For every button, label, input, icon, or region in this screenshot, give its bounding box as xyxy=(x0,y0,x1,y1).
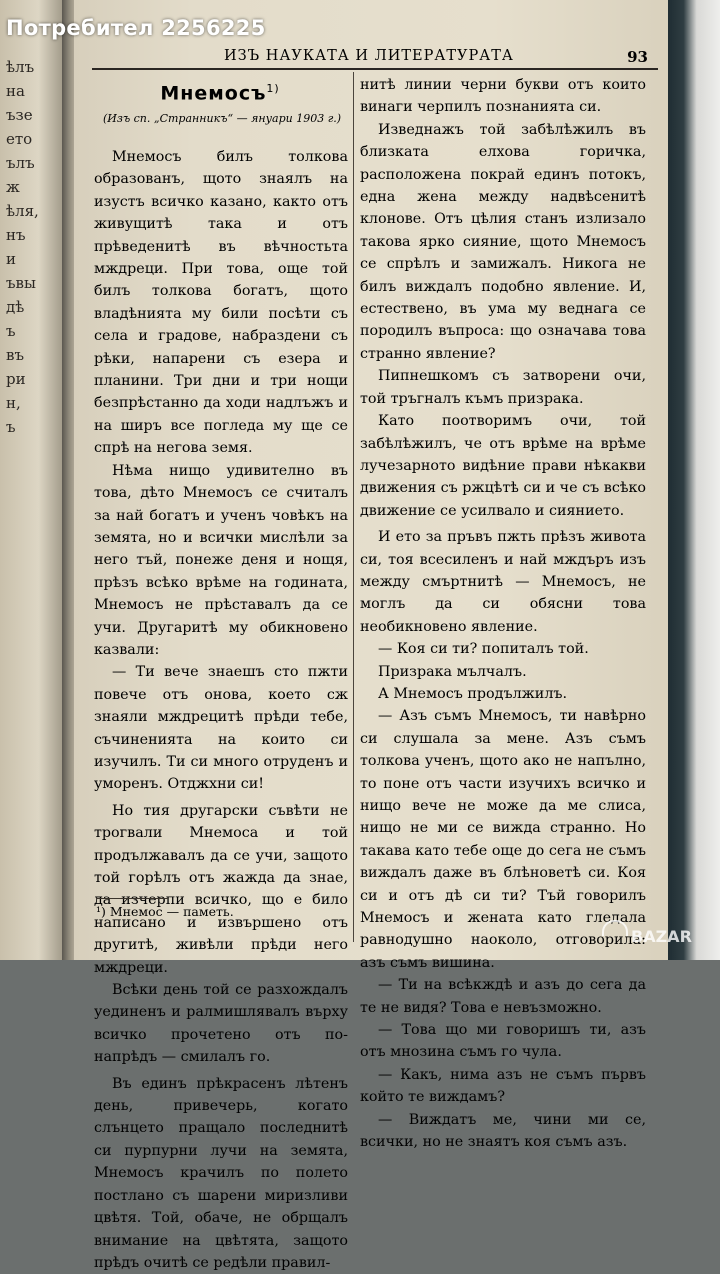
article-source: (Изъ сп. „Странникъ“ — януари 1903 г.) xyxy=(102,112,342,125)
column-divider xyxy=(353,72,354,942)
left-page-fragment: ъ xyxy=(6,418,16,436)
paragraph: — Коя си ти? попиталъ той. xyxy=(378,641,589,658)
left-page-fragment: ъ xyxy=(6,322,16,340)
paragraph: Пипнешкомъ съ затворени очи, той тръгналъ къмъ призрака. xyxy=(360,368,646,407)
bazar-logo-icon xyxy=(602,920,628,936)
paragraph: нитѣ линии черни букви отъ които винаги черпилъ познанията си. xyxy=(360,77,646,116)
bazar-logo xyxy=(602,920,692,946)
footnote: ¹) Мнемос — паметь. xyxy=(96,904,234,919)
paragraph: И ето за пръвъ пжть прѣзъ живота си, тоя всесиленъ и най мждъръ изъ между смъртнитѣ — Мнемосъ, не моглъ да си обясни това необикновено явление. xyxy=(360,529,646,635)
left-page-fragment: ѣлъ xyxy=(6,58,35,76)
paragraph: Мнемосъ билъ толкова образованъ, щото знаялъ на изустъ всичко казано, както отъ живущитѣ така и отъ прѣведенитѣ въ вѣчностьта мждреци. При това, още той билъ толкова богатъ, щото владѣнията му били посѣти съ села и градове, набраздени съ рѣки, напарени съ езера и планини. Три дни и три нощи безпрѣстанно да ходи надлъжъ и на ширъ все погледа му ще се спрѣ на негова земя. xyxy=(94,149,348,457)
right-column xyxy=(360,74,646,1154)
paragraph: — Какъ, нима азъ не съмъ първъ който те виждамъ? xyxy=(360,1066,646,1106)
left-page-edge xyxy=(0,0,64,960)
left-page-fragment: нъ xyxy=(6,226,26,244)
running-title: ИЗЪ НАУКАТА И ЛИТЕРАТУРАТА xyxy=(224,48,514,64)
left-page-fragment: ѣля, xyxy=(6,202,39,220)
left-page-fragment: въ xyxy=(6,346,24,364)
left-page-fragment: ъвы xyxy=(6,274,36,292)
paragraph: Изведнажъ той забѣлѣжилъ въ близката елхова горичка, расположена покрай единъ потокъ, една жена между надвѣсенитѣ клонове. Отъ цѣлия станъ излизало такова ярко сияние, щото Мнемосъ се спрѣлъ и замижалъ. Никога не билъ виждалъ подобно явление. И, естествено, въ ума му веднага се породилъ въпроса: що означава това странно явление? xyxy=(360,121,646,362)
header-rule xyxy=(92,68,658,70)
left-page-fragment: ри xyxy=(6,370,26,388)
paragraph: Призрака мълчалъ. xyxy=(378,663,527,680)
left-page-fragment: ето xyxy=(6,130,33,148)
paragraph: — Виждатъ ме, чини ми се, всички, но не знаятъ коя съмъ азъ. xyxy=(360,1111,646,1151)
left-page-fragment: н, xyxy=(6,394,21,412)
left-column xyxy=(94,146,348,1274)
paragraph: Но тия другарски съвѣти не трогвали Мнемоса и той продължавалъ да се учи, защото той горѣлъ отъ жажда да знае, да изчерпи всичко, що е било написано и извършено отъ другитѣ, живѣли прѣди него мждреци. xyxy=(94,802,348,976)
running-header xyxy=(92,48,652,68)
paragraph: А Мнемосъ продължилъ. xyxy=(378,685,568,702)
title-footnote-mark: 1) xyxy=(266,82,280,95)
paragraph: — Това що ми говоришъ ти, азъ отъ мнозина съмъ го чула. xyxy=(360,1022,646,1061)
footnote-rule xyxy=(96,898,168,899)
article-title-text: Мнемосъ xyxy=(160,82,267,105)
left-page-fragment: ж xyxy=(6,178,20,196)
left-page-fragment: ъзе xyxy=(6,106,33,124)
paragraph: — Азъ съмъ Мнемосъ, ти навѣрно си слушала за мене. Азъ съмъ толкова ученъ, щото ако не напълно, то поне отъ части изучихъ всичко и нищо вече не може да ме слиса, нищо не ми се вижда странно. Но такава като тебе още до сега не съмъ виждалъ даже въ блѣноветѣ си. Коя си и отъ дѣ си ти? Тъй говорилъ Мнемосъ и жената като гледала равнодушно наоколо, отговорила: азъ съмъ вишина. xyxy=(360,708,646,971)
paragraph: Като поотворимъ очи, той забѣлѣжилъ, че отъ врѣме на врѣме лучезарното видѣние прави нѣкакви движения съ ржцѣтѣ си и че съ всѣко движение се усилвало и сиянието. xyxy=(360,413,646,519)
left-page-fragment: на xyxy=(6,82,25,100)
left-page-fragment: дѣ xyxy=(6,298,25,316)
left-page-fragment: и xyxy=(6,250,16,268)
paragraph: Въ единъ прѣкрасенъ лѣтенъ день, привечерь, когато слънцето пращало последнитѣ си пурпурни лучи на земята, Мнемосъ крачилъ по полето постлано съ шарени миризливи цвѣтя. Той, обаче, не обрщалъ внимание на цвѣтята, защото прѣдъ очитѣ се редѣли правил- xyxy=(94,1075,348,1271)
user-watermark: Потребител 2256225 xyxy=(6,16,266,40)
paragraph: Всѣки день той се разхождалъ уединенъ и ралмишлявалъ върху всичко прочетено отъ по-напрѣдъ — смилалъ го. xyxy=(94,982,348,1066)
left-page-fragment: ълъ xyxy=(6,154,35,172)
paragraph: — Ти вече знаешъ сто пжти повече отъ онова, което сж знаяли мждрецитѣ прѣди тебе, съчиненията на които си изучилъ. Ти си много отруденъ и уморенъ. Отджхни си! xyxy=(94,664,348,793)
page-edge-background xyxy=(668,0,720,960)
paragraph: Нѣма нищо удивително въ това, дѣто Мнемосъ се считалъ за най богатъ и ученъ човѣкъ на земята, но и всички мислѣли за него тъй, понеже деня и нощя, прѣзъ всѣко врѣме на годината, Мнемосъ не прѣставалъ да се учи. Другаритѣ му обикновено казвали: xyxy=(94,462,348,658)
bazar-logo-text: BAZAR xyxy=(631,927,692,946)
paragraph: — Ти на всѣкждѣ и азъ до сега да те не видя? Това е невъзможно. xyxy=(360,977,646,1016)
article-title xyxy=(92,82,348,104)
page-number: 93 xyxy=(627,48,648,66)
